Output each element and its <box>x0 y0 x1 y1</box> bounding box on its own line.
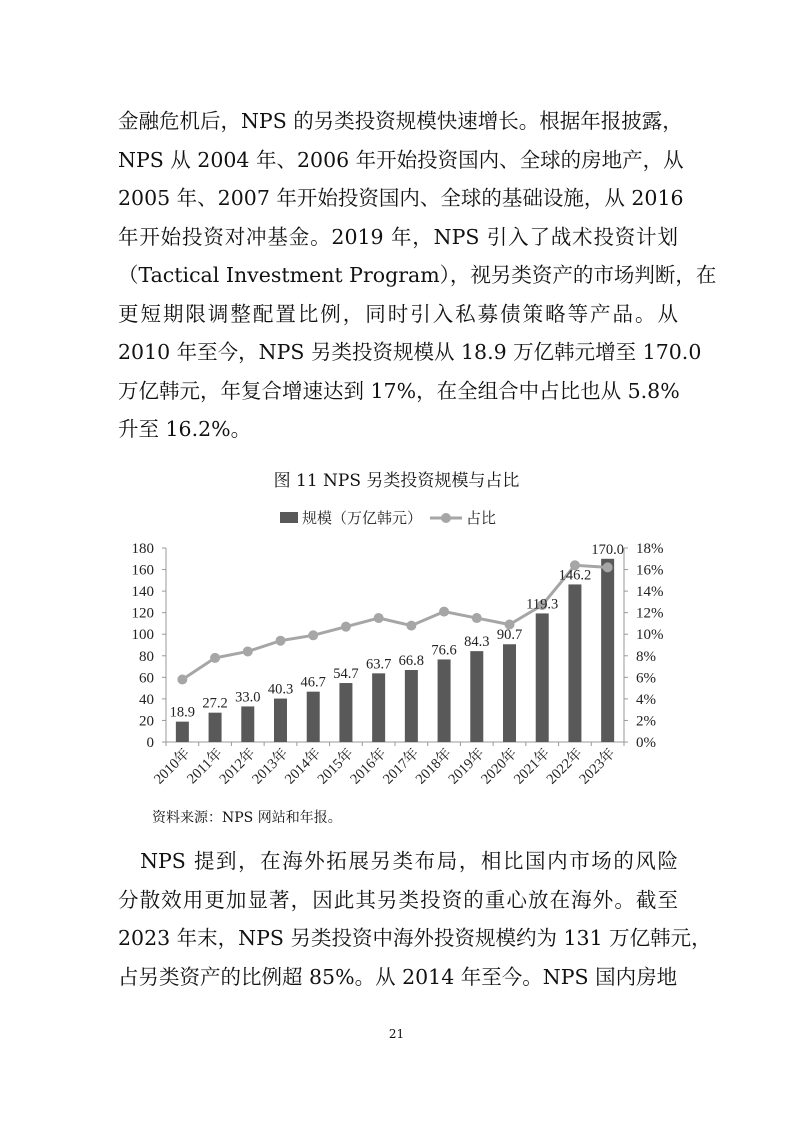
share-point <box>276 636 286 646</box>
text-line: （Tactical Investment Program），视另类资产的市场判断，在 <box>118 263 717 287</box>
bar <box>405 670 418 742</box>
share-point <box>243 646 253 656</box>
text-line: 2023 年末，NPS 另类投资中海外投资规模约为 131 万亿韩元， <box>118 926 712 950</box>
bar-data-label: 119.3 <box>526 596 559 613</box>
bar <box>274 699 287 742</box>
y-right-tick-label: 8% <box>636 648 656 665</box>
figure-caption: 图 11 NPS 另类投资规模与占比 <box>273 471 520 491</box>
share-point <box>341 622 351 632</box>
x-tick-label: 2014年 <box>281 745 325 788</box>
bar <box>438 659 451 742</box>
y-right-tick-label: 16% <box>636 562 664 579</box>
bar <box>601 559 614 742</box>
y-right-tick-label: 14% <box>636 584 664 601</box>
share-point <box>210 653 220 663</box>
bar-data-label: 54.7 <box>333 666 359 683</box>
y-left-tick-label: 180 <box>131 541 154 557</box>
y-left-tick-label: 60 <box>139 670 154 687</box>
bar-data-label: 170.0 <box>591 541 624 558</box>
y-right-tick-label: 18% <box>636 541 664 557</box>
y-left-tick-label: 140 <box>131 584 154 601</box>
bar-data-label: 46.7 <box>300 674 326 691</box>
data-labels <box>170 542 624 721</box>
x-tick-label: 2017年 <box>380 745 423 788</box>
bar-series <box>176 559 614 742</box>
share-point <box>406 621 416 631</box>
bar-data-label: 84.3 <box>464 634 490 651</box>
text-line: 分散效用更加显著，因此其另类投资的重心放在海外。截至 <box>118 887 678 912</box>
text-line: 2010 年至今，NPS 另类投资规模从 18.9 万亿韩元增至 170.0 <box>118 340 702 364</box>
y-left-tick-label: 40 <box>139 691 154 708</box>
y-right-tick-label: 2% <box>636 713 656 730</box>
body-paragraph-2 <box>118 842 712 996</box>
bar <box>568 584 581 742</box>
text-line: 金融危机后，NPS 的另类投资规模快速增长。根据年报披露， <box>118 109 683 133</box>
figure-source: 资料来源：NPS 网站和年报。 <box>152 810 342 826</box>
y-right-tick-label: 12% <box>636 605 664 622</box>
text-line: NPS 从 2004 年、2006 年开始投资国内、全球的房地产，从 <box>118 147 684 172</box>
y-right-tick-label: 6% <box>636 670 656 687</box>
bar <box>209 713 222 742</box>
y-left-tick-label: 20 <box>139 713 154 730</box>
x-tick-label: 2010年 <box>151 745 194 788</box>
x-tick-label: 2021年 <box>510 745 554 788</box>
bar-data-label: 33.0 <box>235 689 261 706</box>
bar <box>470 651 483 742</box>
bar <box>176 722 189 742</box>
chart <box>100 500 664 800</box>
x-tick-label: 2015年 <box>314 745 357 788</box>
text-line: NPS 提到，在海外拓展另类布局，相比国内市场的风险 <box>118 849 678 873</box>
y-left-tick-label: 100 <box>131 627 154 644</box>
bar-data-label: 27.2 <box>202 695 228 712</box>
x-tick-label: 2011年 <box>184 745 226 788</box>
bar <box>339 683 352 742</box>
y-left-tick-label: 80 <box>139 648 154 665</box>
text-line: 占另类资产的比例超 85%。从 2014 年至今。NPS 国内房地 <box>118 964 678 989</box>
y-right-tick-label: 0% <box>636 735 656 751</box>
legend-bar-label: 规模（万亿韩元） <box>302 511 423 527</box>
bar <box>241 706 254 742</box>
bar-data-label: 146.2 <box>558 567 592 584</box>
body-paragraph-1 <box>118 102 717 449</box>
legend-line-marker <box>441 513 451 523</box>
x-tick-label: 2022年 <box>543 745 586 788</box>
x-tick-label: 2018年 <box>412 745 455 788</box>
share-point <box>439 607 449 617</box>
text-line: 升至 16.2%。 <box>118 417 252 441</box>
bar-data-label: 40.3 <box>267 681 294 698</box>
share-point <box>308 630 318 640</box>
share-point <box>472 613 482 623</box>
x-tick-label: 2020年 <box>478 745 521 788</box>
bar-data-label: 63.7 <box>365 656 392 673</box>
share-point <box>603 562 613 572</box>
y-right-tick-label: 4% <box>636 691 656 708</box>
chart-legend <box>280 509 496 527</box>
y-right-tick-label: 10% <box>636 627 664 644</box>
x-tick-label: 2019年 <box>445 745 488 788</box>
y-left-tick-label: 0 <box>146 735 154 751</box>
legend-bar-swatch <box>280 512 298 523</box>
share-point <box>374 613 384 623</box>
x-tick-label: 2012年 <box>216 745 259 788</box>
bar <box>536 613 549 742</box>
text-line: 万亿韩元，年复合增速达到 17%，在全组合中占比也从 5.8% <box>118 378 680 403</box>
y-left-tick-label: 120 <box>131 605 154 622</box>
bar <box>503 644 516 742</box>
x-tick-label: 2013年 <box>249 745 292 788</box>
page-number: 21 <box>388 1027 405 1041</box>
x-tick-label: 2016年 <box>347 745 390 788</box>
share-point <box>177 674 187 684</box>
bar-data-label: 76.6 <box>431 642 457 659</box>
text-line: 2005 年、2007 年开始投资国内、全球的基础设施，从 2016 <box>118 186 684 210</box>
bar-data-label: 90.7 <box>496 627 523 644</box>
bar <box>307 692 320 742</box>
legend-line-label: 占比 <box>466 511 497 527</box>
text-line: 年开始投资对冲基金。2019 年，NPS 引入了战术投资计划 <box>118 224 678 249</box>
bar <box>372 673 385 742</box>
bar-data-label: 18.9 <box>169 704 196 721</box>
bar-data-label: 66.8 <box>398 653 425 670</box>
text-line: 更短期限调整配置比例，同时引入私募债策略等产品。从 <box>118 301 678 326</box>
y-left-tick-label: 160 <box>131 562 154 579</box>
x-tick-label: 2023年 <box>576 745 619 788</box>
